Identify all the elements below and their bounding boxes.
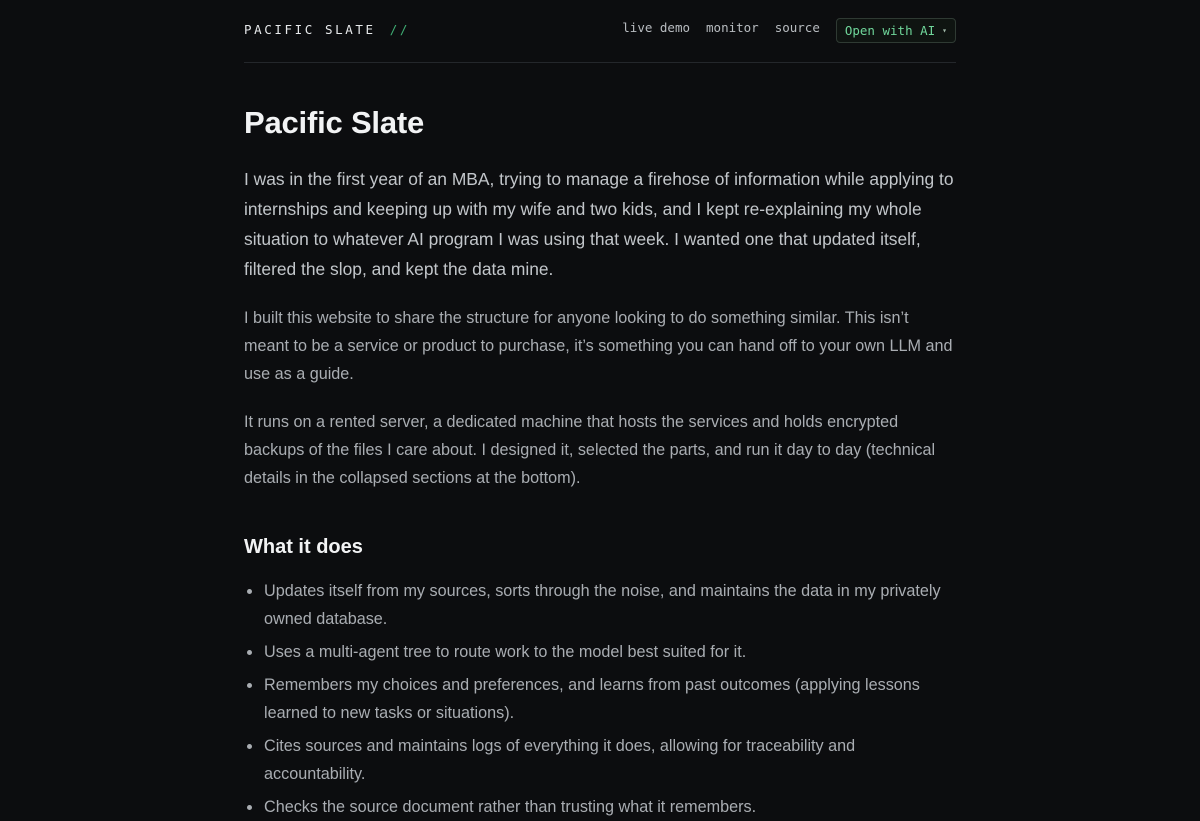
section-heading: What it does [244, 536, 363, 558]
open-with-ai-label: Open with AI [844, 23, 936, 38]
body-paragraph: It runs on a rented server, a dedicated machine that hosts the services and holds encrypted backups of the files I care about. I designed it, selected the parts, and run it day to day (technical details in the collapsed sections at the bottom). [244, 413, 936, 487]
main-content [244, 105, 956, 821]
bullet-icon [247, 744, 252, 749]
list-item [244, 732, 956, 788]
brand-logo[interactable] [244, 22, 410, 37]
nav-link-monitor[interactable]: monitor [706, 20, 759, 35]
chevron-down-icon: ▾ [942, 26, 947, 35]
brand-suffix: // [389, 22, 411, 37]
nav-link-live-demo[interactable]: live demo [622, 20, 691, 35]
body-paragraph: I built this website to share the structure for anyone looking to do something similar. This isn’t meant to be a service or product to purchase, it’s something you can hand off to your own LLM and use as a guide. [244, 309, 953, 383]
bullet-icon [247, 650, 252, 655]
list-item-text: Uses a multi-agent tree to route work to the model best suited for it. [264, 643, 747, 661]
bullet-icon [247, 805, 252, 810]
open-with-ai-button[interactable] [836, 18, 956, 43]
page-title: Pacific Slate [244, 105, 425, 140]
list-item [244, 638, 956, 666]
bullet-icon [247, 683, 252, 688]
site-header [244, 0, 956, 63]
feature-list [244, 577, 956, 821]
lead-paragraph: I was in the first year of an MBA, trying to manage a firehose of information while applying to internships and keeping up with my wife and two kids, and I kept re-explaining my whole situation to whatever AI program I was using that week. I wanted one that updated itself, filtered the slop, and kept the data mine. [244, 169, 954, 279]
list-item [244, 671, 956, 727]
list-item [244, 577, 956, 633]
list-item-text: Remembers my choices and preferences, and learns from past outcomes (applying lessons learned to new tasks or situations). [264, 676, 920, 722]
list-item-text: Checks the source document rather than trusting what it remembers. [264, 798, 757, 816]
bullet-icon [247, 589, 252, 594]
list-item-text: Updates itself from my sources, sorts through the noise, and maintains the data in my privately owned database. [264, 582, 941, 628]
page-container [244, 0, 956, 821]
list-item-text: Cites sources and maintains logs of everything it does, allowing for traceability and accountability. [264, 737, 856, 783]
nav-link-source[interactable]: source [774, 20, 820, 35]
list-item [244, 793, 956, 821]
top-nav [622, 18, 956, 43]
brand-name: PACIFIC SLATE [244, 22, 376, 37]
